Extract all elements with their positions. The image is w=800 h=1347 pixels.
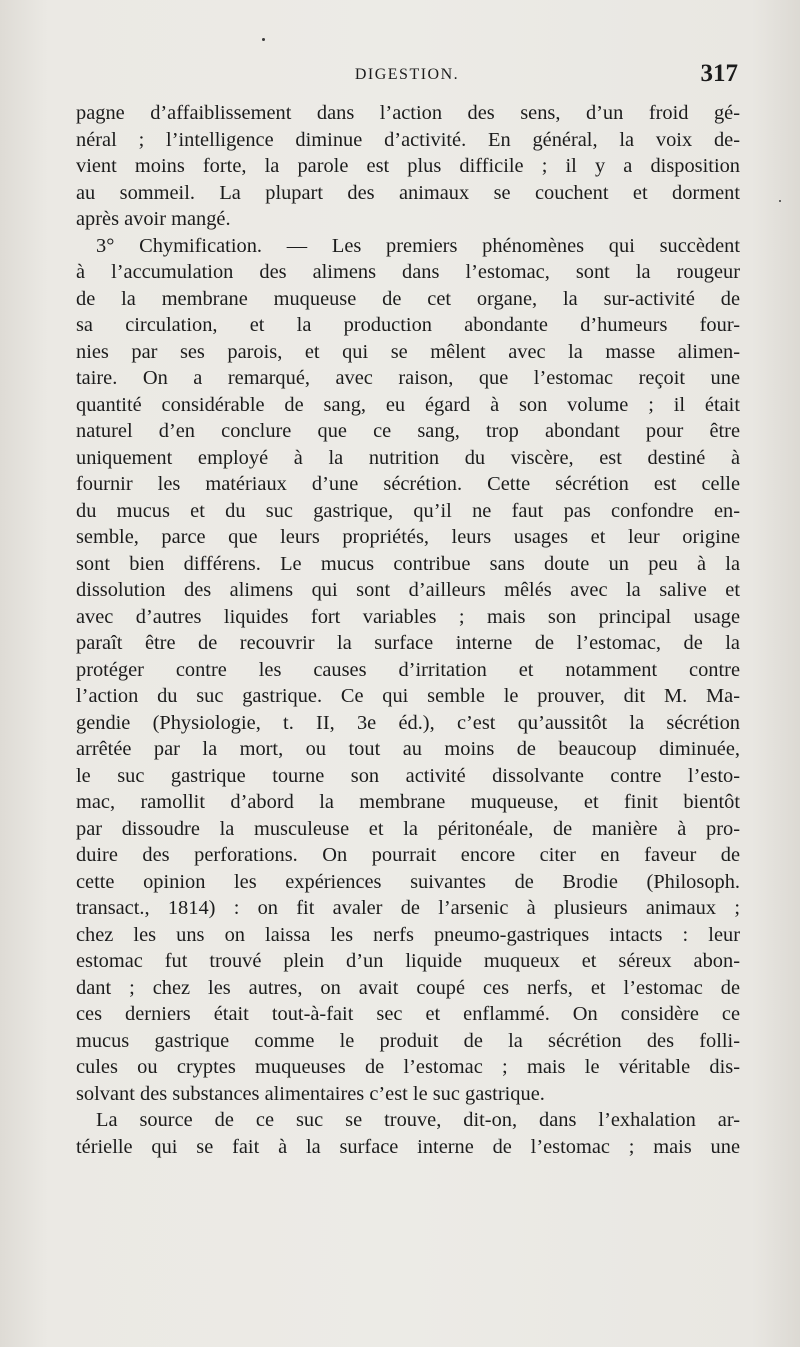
text-line: avec d’autres liquides fort variables ; mais son principal usage xyxy=(76,605,740,628)
text-line: vient moins forte, la parole est plus difficile ; il y a disposition xyxy=(76,155,740,177)
text-line: à l’accumulation des alimens dans l’estomac, sont la rougeur xyxy=(76,261,740,283)
text-line: arrêtée par la mort, ou tout au moins de beaucoup diminuée, xyxy=(76,738,740,760)
text-line: taire. On a remarqué, avec raison, que l’estomac reçoit une xyxy=(76,367,740,389)
text-line: par dissoudre la musculeuse et la péritonéale, de manière à pro- xyxy=(76,817,740,840)
text-line: semble, parce que leurs propriétés, leurs usages et leur origine xyxy=(76,526,740,548)
text-line: du mucus et du suc gastrique, qu’il ne faut pas confondre en- xyxy=(76,499,740,522)
page-number: 317 xyxy=(700,60,738,87)
text-line: dissolution des alimens qui sont d’ailleurs mêlés avec la salive et xyxy=(76,579,740,601)
text-line: quantité considérable de sang, eu égard à son volume ; il était xyxy=(76,393,740,416)
running-title: DIGESTION. xyxy=(354,66,460,83)
text-line: le suc gastrique tourne son activité dissolvante contre l’esto- xyxy=(76,764,740,787)
text-line: nies par ses parois, et qui se mêlent avec la masse alimen- xyxy=(76,340,740,363)
text-line: La source de ce suc se trouve, dit-on, dans l’exhalation ar- xyxy=(96,1109,740,1131)
text-line: térielle qui se fait à la surface interne de l’estomac ; mais une xyxy=(76,1135,740,1158)
text-line: sa circulation, et la production abondante d’humeurs four- xyxy=(76,314,740,336)
text-line: au sommeil. La plupart des animaux se couchent et dorment xyxy=(76,181,740,204)
text-line: naturel d’en conclure que ce sang, trop abondant pour être xyxy=(76,420,740,442)
text-line: transact., 1814) : on fit avaler de l’arsenic à plusieurs animaux ; xyxy=(76,897,740,919)
text-line: l’action du suc gastrique. Ce qui semble le prouver, dit M. Ma- xyxy=(76,685,740,707)
text-line: ces derniers était tout-à-fait sec et enflammé. On considère ce xyxy=(76,1003,740,1025)
text-line: pagne d’affaiblissement dans l’action des sens, d’un froid gé- xyxy=(76,102,740,124)
text-line: après avoir mangé. xyxy=(76,208,231,230)
text-line: mucus gastrique comme le produit de la sécrétion des folli- xyxy=(76,1029,740,1052)
text-line: gendie (Physiologie, t. II, 3e éd.), c’est qu’aussitôt la sécrétion xyxy=(76,711,740,734)
text-line: paraît être de recouvrir la surface interne de l’estomac, de la xyxy=(76,632,740,654)
text-line: 3° Chymification. — Les premiers phénomènes qui succèdent xyxy=(96,234,740,257)
text-line: solvant des substances alimentaires c’est le suc gastrique. xyxy=(76,1082,545,1105)
text-line: cette opinion les expériences suivantes de Brodie (Philosoph. xyxy=(76,870,740,893)
text-line: chez les uns on laissa les nerfs pneumo-gastriques intacts : leur xyxy=(76,923,740,946)
page-header xyxy=(76,60,738,90)
text-line: fournir les matériaux d’une sécrétion. Cette sécrétion est celle xyxy=(76,473,740,495)
body-text xyxy=(76,100,740,1160)
ink-speck xyxy=(779,200,781,202)
ink-speck xyxy=(262,38,265,41)
text-line: de la membrane muqueuse de cet organe, la sur-activité de xyxy=(76,287,740,310)
text-line: dant ; chez les autres, on avait coupé ces nerfs, et l’estomac de xyxy=(76,976,740,999)
text-line: uniquement employé à la nutrition du viscère, est destiné à xyxy=(76,446,740,469)
text-line: néral ; l’intelligence diminue d’activité. En général, la voix de- xyxy=(76,128,740,151)
text-line: estomac fut trouvé plein d’un liquide muqueux et séreux abon- xyxy=(76,950,740,972)
text-line: mac, ramollit d’abord la membrane muqueuse, et finit bientôt xyxy=(76,791,740,813)
text-line: protéger contre les causes d’irritation et notamment contre xyxy=(76,658,740,681)
text-line: cules ou cryptes muqueuses de l’estomac ; mais le véritable dis- xyxy=(76,1056,740,1078)
text-line: sont bien différens. Le mucus contribue sans doute un peu à la xyxy=(76,552,740,575)
text-line: duire des perforations. On pourrait encore citer en faveur de xyxy=(76,844,740,866)
